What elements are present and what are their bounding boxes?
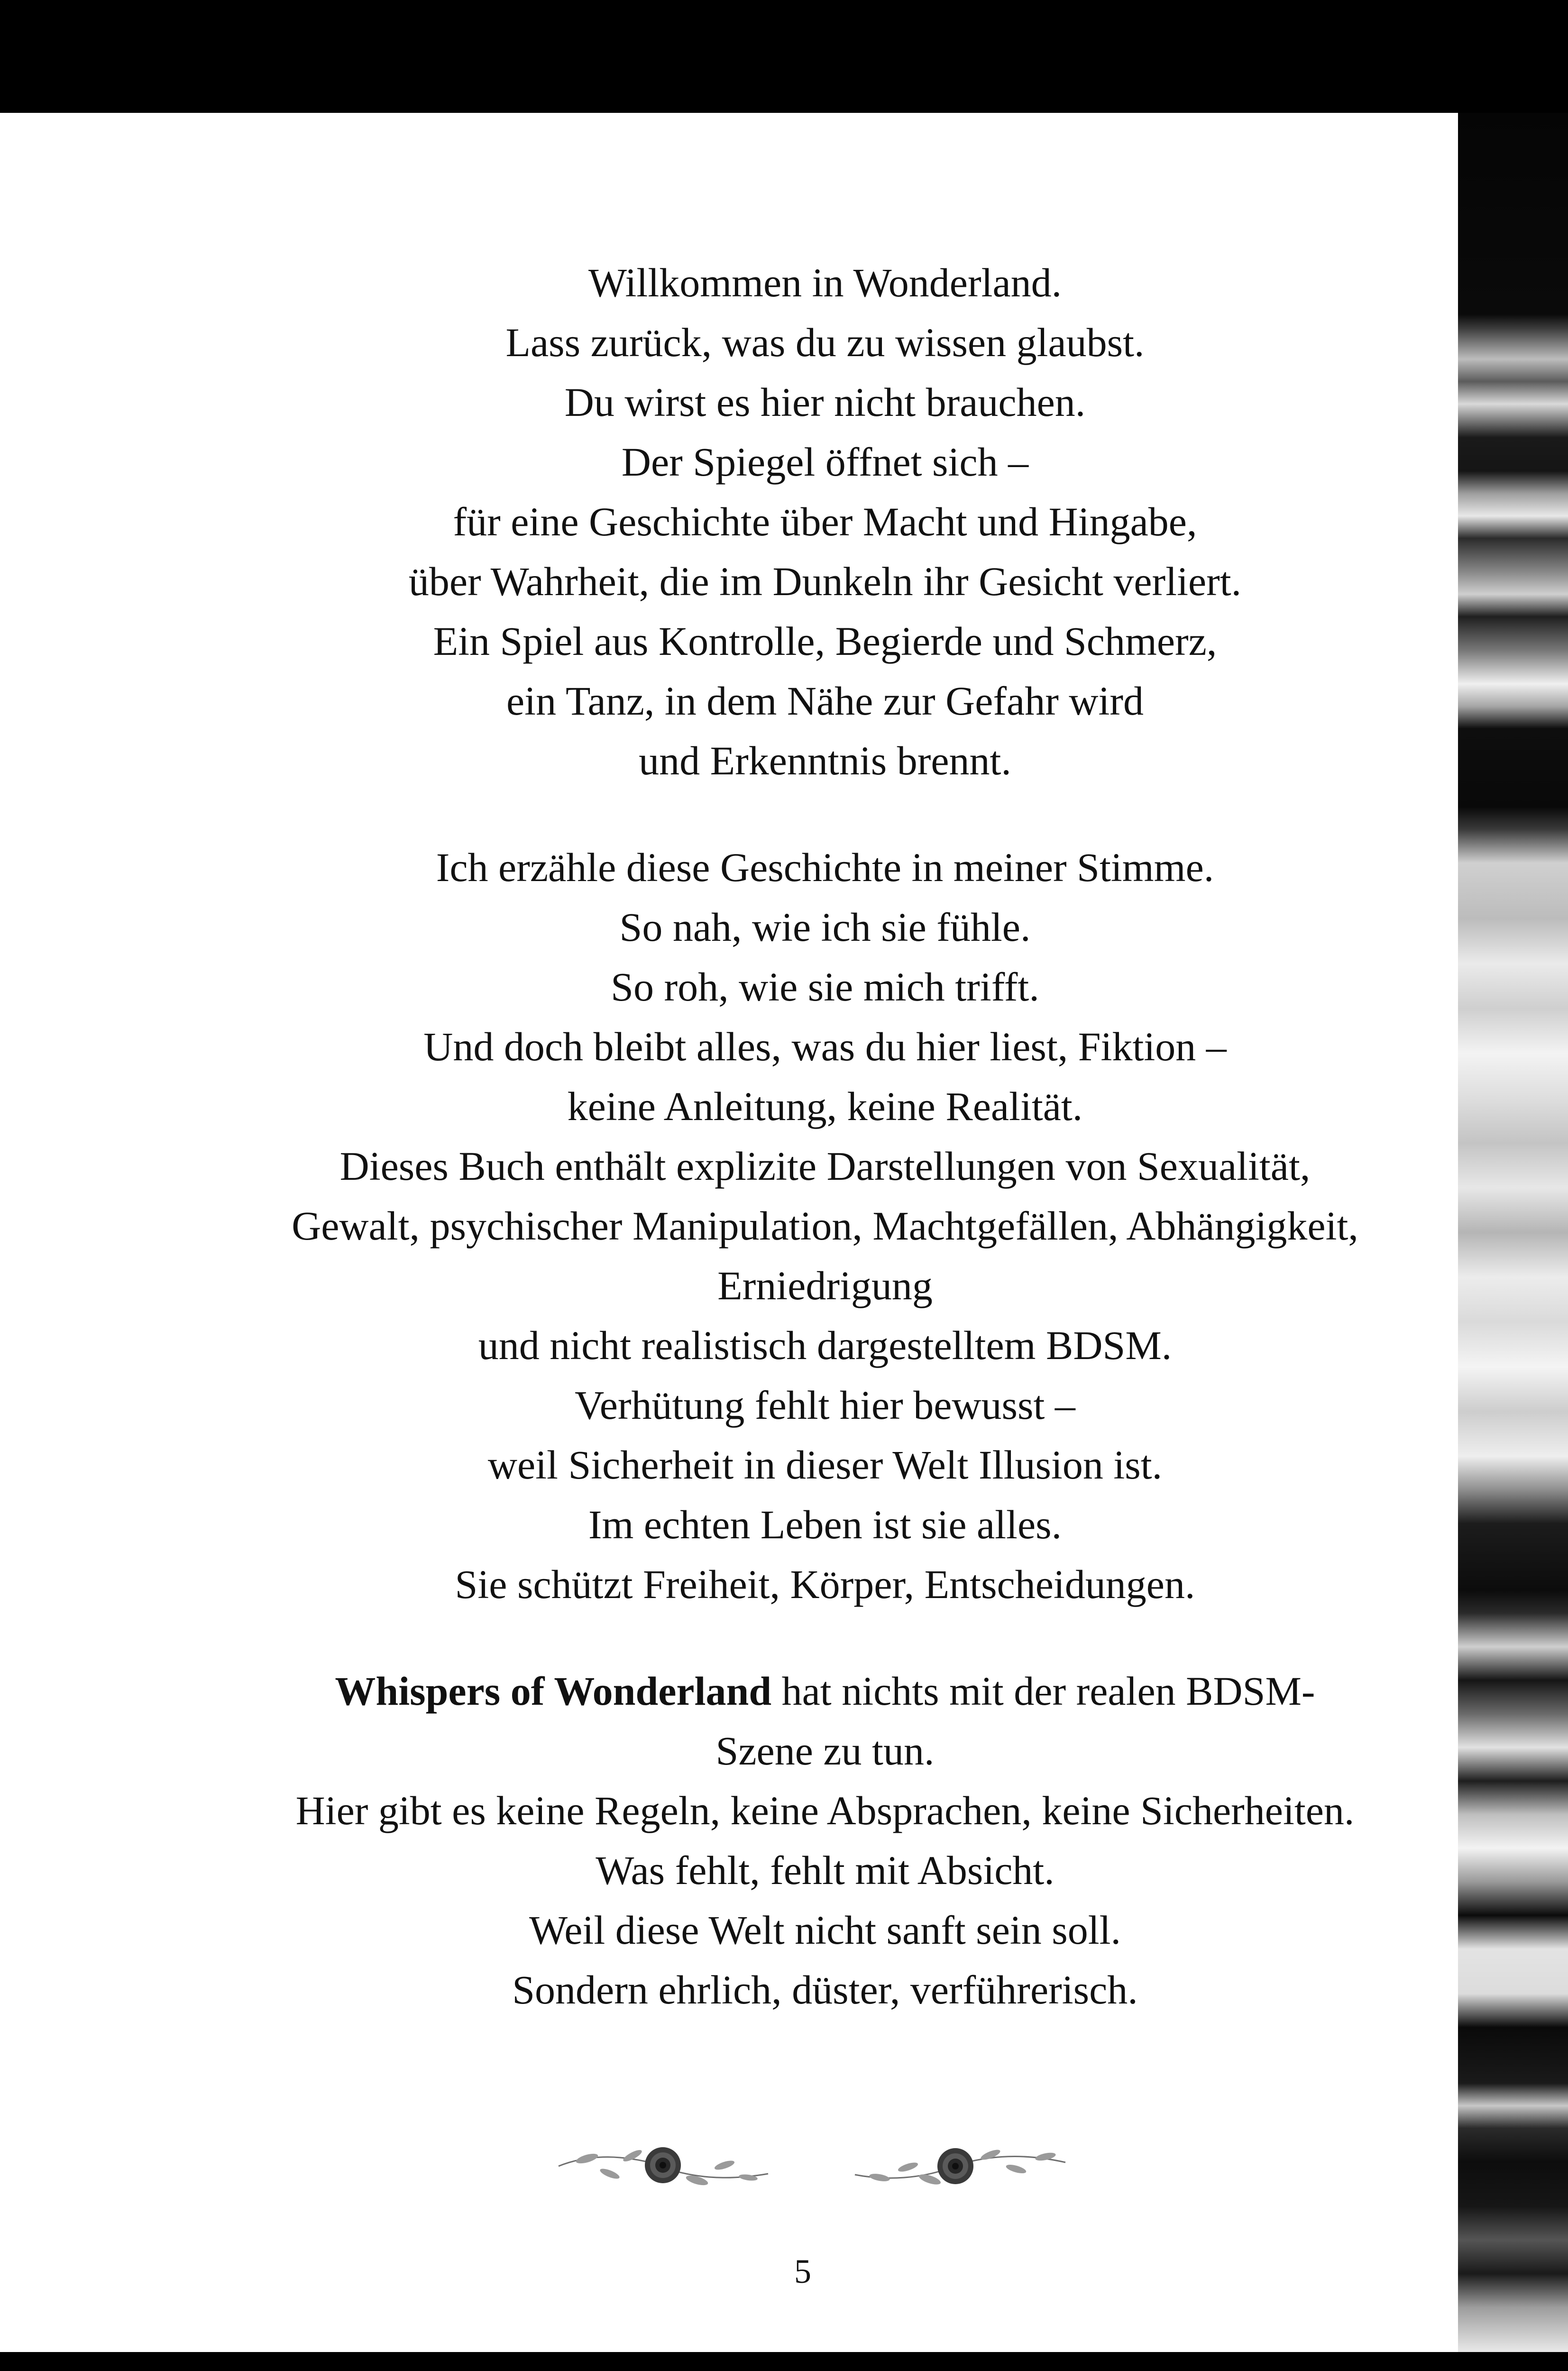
text-line: Erniedrigung xyxy=(717,1263,933,1308)
text-line: So nah, wie ich sie fühle. xyxy=(619,904,1031,950)
text-line: und Erkenntnis brennt. xyxy=(639,738,1011,783)
top-black-bar xyxy=(0,0,1568,113)
text-line: Weil diese Welt nicht sanft sein soll. xyxy=(529,1907,1121,1953)
text-fragment: hat nichts mit der realen BDSM- xyxy=(771,1668,1315,1714)
text-line: weil Sicherheit in dieser Welt Illusion ist. xyxy=(487,1442,1163,1488)
text-line: Im echten Leben ist sie alles. xyxy=(588,1502,1062,1547)
text-line: Willkommen in Wonderland. xyxy=(588,260,1062,305)
rose-vine-ornament-icon xyxy=(846,2128,1074,2204)
text-line: So roh, wie sie mich trifft. xyxy=(611,964,1039,1010)
text-line: Und doch bleibt alles, was du hier liest, Fiktion – xyxy=(423,1024,1227,1069)
text-line: Ich erzähle diese Geschichte in meiner Stimme. xyxy=(436,845,1214,890)
text-line: und nicht realistisch dargestelltem BDSM. xyxy=(478,1323,1172,1368)
text-line: keine Anleitung, keine Realität. xyxy=(567,1084,1083,1129)
text-line: Szene zu tun. xyxy=(715,1728,935,1774)
text-line: Ein Spiel aus Kontrolle, Begierde und Schmerz, xyxy=(433,618,1217,664)
page-number: 5 xyxy=(794,2252,811,2290)
text-line: Sondern ehrlich, düster, verführerisch. xyxy=(512,1967,1138,2013)
text-line: Was fehlt, fehlt mit Absicht. xyxy=(596,1847,1055,1893)
rose-vine-ornament-icon xyxy=(549,2128,777,2204)
stanza-gap xyxy=(0,1614,1568,1661)
text-line: Verhütung fehlt hier bewusst – xyxy=(575,1382,1075,1428)
book-page xyxy=(0,113,1458,2352)
text-line: ein Tanz, in dem Nähe zur Gefahr wird xyxy=(506,678,1144,724)
stanza-gap xyxy=(0,790,1568,837)
text-line: Du wirst es hier nicht brauchen. xyxy=(564,379,1086,425)
text-line: über Wahrheit, die im Dunkeln ihr Gesicht verliert. xyxy=(408,559,1242,604)
text-line-with-title xyxy=(0,1661,1568,1721)
book-title: Whispers of Wonderland xyxy=(335,1668,772,1714)
page-text xyxy=(0,253,1568,2020)
text-line: Hier gibt es keine Regeln, keine Absprachen, keine Sicherheiten. xyxy=(295,1788,1355,1833)
text-line: für eine Geschichte über Macht und Hingabe, xyxy=(453,499,1197,544)
text-line: Sie schützt Freiheit, Körper, Entscheidungen. xyxy=(455,1562,1195,1607)
text-line: Der Spiegel öffnet sich – xyxy=(621,439,1029,485)
bottom-black-bar xyxy=(0,2352,1568,2371)
text-line: Lass zurück, was du zu wissen glaubst. xyxy=(505,320,1145,365)
text-line: Gewalt, psychischer Manipulation, Machtgefällen, Abhängigkeit, xyxy=(292,1203,1358,1249)
text-line: Dieses Buch enthält explizite Darstellungen von Sexualität, xyxy=(339,1143,1311,1189)
